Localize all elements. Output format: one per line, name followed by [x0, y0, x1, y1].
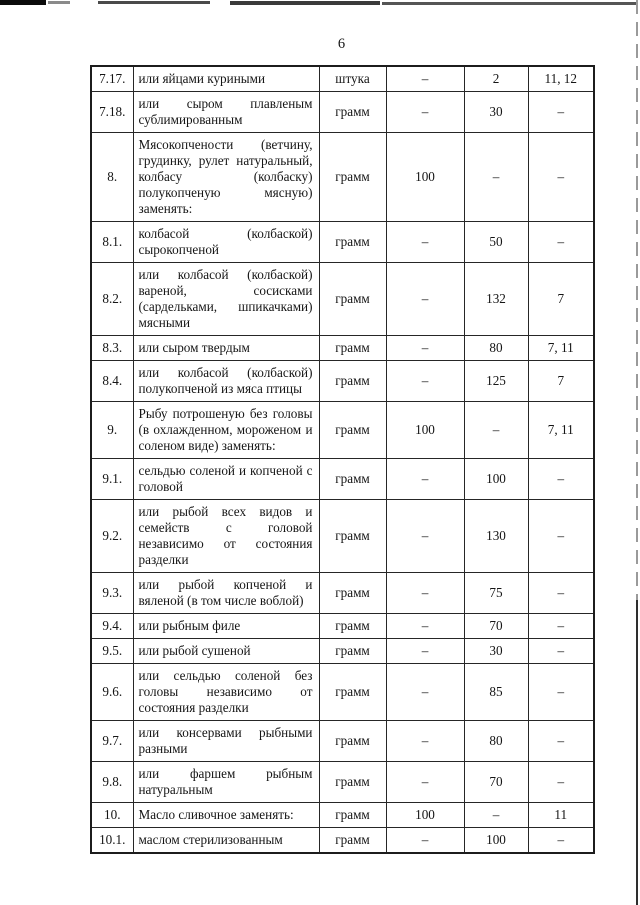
table-row — [91, 361, 594, 402]
unit-cell: штука — [319, 66, 386, 92]
row-number-cell: 9.3. — [91, 573, 133, 614]
replacement-value-cell: 2 — [464, 66, 528, 92]
row-number-cell: 8.4. — [91, 361, 133, 402]
row-number-cell: 8.1. — [91, 222, 133, 263]
description-cell: или рыбным филе — [133, 614, 319, 639]
description-cell: или колбасой (колбаской) вареной, сосисками (сардельками, шпикачками) мясными — [133, 263, 319, 336]
norm-value-cell: – — [386, 573, 464, 614]
replacement-value-cell: 70 — [464, 614, 528, 639]
table-row — [91, 263, 594, 336]
scan-artifact-top — [48, 1, 70, 4]
table-row — [91, 573, 594, 614]
row-number-cell: 10. — [91, 803, 133, 828]
norm-value-cell: 100 — [386, 803, 464, 828]
unit-cell: грамм — [319, 361, 386, 402]
notes-cell: 7 — [528, 263, 594, 336]
norm-value-cell: – — [386, 361, 464, 402]
norm-value-cell: – — [386, 762, 464, 803]
unit-cell: грамм — [319, 459, 386, 500]
replacement-value-cell: 30 — [464, 92, 528, 133]
row-number-cell: 9.4. — [91, 614, 133, 639]
unit-cell: грамм — [319, 828, 386, 854]
description-cell: Мясокопчености (ветчину, грудинку, рулет натуральный, колбасу (колбаску) полукопченую мясную) заменять: — [133, 133, 319, 222]
row-number-cell: 9.1. — [91, 459, 133, 500]
unit-cell: грамм — [319, 664, 386, 721]
replacement-value-cell: 85 — [464, 664, 528, 721]
unit-cell: грамм — [319, 133, 386, 222]
replacement-value-cell: – — [464, 402, 528, 459]
scan-artifact-top — [0, 0, 46, 5]
norm-value-cell: – — [386, 639, 464, 664]
notes-cell: 7, 11 — [528, 336, 594, 361]
table-row — [91, 614, 594, 639]
unit-cell: грамм — [319, 721, 386, 762]
description-cell: или рыбой сушеной — [133, 639, 319, 664]
norm-value-cell: – — [386, 500, 464, 573]
replacement-value-cell: – — [464, 803, 528, 828]
unit-cell: грамм — [319, 803, 386, 828]
scan-artifact-top — [98, 1, 210, 4]
replacement-value-cell: 75 — [464, 573, 528, 614]
norm-value-cell: – — [386, 614, 464, 639]
replacement-value-cell: 100 — [464, 459, 528, 500]
notes-cell: 11 — [528, 803, 594, 828]
replacement-value-cell: 132 — [464, 263, 528, 336]
unit-cell: грамм — [319, 263, 386, 336]
description-cell: или сельдью соленой без головы независимо от состояния разделки — [133, 664, 319, 721]
row-number-cell: 9.8. — [91, 762, 133, 803]
norm-value-cell: – — [386, 336, 464, 361]
notes-cell: – — [528, 614, 594, 639]
replacement-value-cell: 80 — [464, 721, 528, 762]
row-number-cell: 7.18. — [91, 92, 133, 133]
table-row — [91, 803, 594, 828]
norm-value-cell: – — [386, 263, 464, 336]
replacement-value-cell: 100 — [464, 828, 528, 854]
unit-cell: грамм — [319, 573, 386, 614]
notes-cell: – — [528, 639, 594, 664]
notes-cell: – — [528, 828, 594, 854]
notes-cell: – — [528, 762, 594, 803]
description-cell: колбасой (колбаской) сырокопченой — [133, 222, 319, 263]
table-row — [91, 133, 594, 222]
notes-cell: – — [528, 92, 594, 133]
replacement-value-cell: 50 — [464, 222, 528, 263]
description-cell: или яйцами куриными — [133, 66, 319, 92]
row-number-cell: 9.2. — [91, 500, 133, 573]
page-number: 6 — [337, 36, 346, 52]
row-number-cell: 7.17. — [91, 66, 133, 92]
table-row — [91, 66, 594, 92]
notes-cell: 7 — [528, 361, 594, 402]
notes-cell: – — [528, 573, 594, 614]
norm-value-cell: – — [386, 459, 464, 500]
unit-cell: грамм — [319, 762, 386, 803]
description-cell: или сыром плавленым сублимированным — [133, 92, 319, 133]
notes-cell: 11, 12 — [528, 66, 594, 92]
replacement-value-cell: 130 — [464, 500, 528, 573]
description-cell: маслом стерилизованным — [133, 828, 319, 854]
unit-cell: грамм — [319, 222, 386, 263]
description-cell: или фаршем рыбным натуральным — [133, 762, 319, 803]
unit-cell: грамм — [319, 336, 386, 361]
table-row — [91, 639, 594, 664]
replacement-value-cell: 125 — [464, 361, 528, 402]
table-row — [91, 500, 594, 573]
scan-artifact-right-edge — [636, 0, 638, 600]
row-number-cell: 9. — [91, 402, 133, 459]
table-row — [91, 222, 594, 263]
substitution-table — [90, 65, 595, 854]
norm-value-cell: – — [386, 664, 464, 721]
notes-cell: – — [528, 133, 594, 222]
scan-artifact-top — [382, 2, 638, 5]
table-row — [91, 762, 594, 803]
description-cell: или колбасой (колбаской) полукопченой из мяса птицы — [133, 361, 319, 402]
notes-cell: – — [528, 721, 594, 762]
notes-cell: 7, 11 — [528, 402, 594, 459]
table-row — [91, 828, 594, 854]
description-cell: или сыром твердым — [133, 336, 319, 361]
norm-value-cell: 100 — [386, 402, 464, 459]
norm-value-cell: – — [386, 721, 464, 762]
notes-cell: – — [528, 664, 594, 721]
row-number-cell: 8.3. — [91, 336, 133, 361]
table-row — [91, 459, 594, 500]
row-number-cell: 9.7. — [91, 721, 133, 762]
norm-value-cell: – — [386, 66, 464, 92]
table-row — [91, 92, 594, 133]
substitution-table-body — [91, 66, 594, 853]
norm-value-cell: – — [386, 222, 464, 263]
row-number-cell: 8.2. — [91, 263, 133, 336]
description-cell: сельдью соленой и копченой с головой — [133, 459, 319, 500]
row-number-cell: 10.1. — [91, 828, 133, 854]
row-number-cell: 8. — [91, 133, 133, 222]
replacement-value-cell: 30 — [464, 639, 528, 664]
table-row — [91, 402, 594, 459]
description-cell: или консервами рыбными разными — [133, 721, 319, 762]
notes-cell: – — [528, 222, 594, 263]
unit-cell: грамм — [319, 639, 386, 664]
norm-value-cell: – — [386, 828, 464, 854]
replacement-value-cell: 70 — [464, 762, 528, 803]
norm-value-cell: – — [386, 92, 464, 133]
replacement-value-cell: 80 — [464, 336, 528, 361]
description-cell: или рыбой всех видов и семейств с головой независимо от состояния разделки — [133, 500, 319, 573]
scan-artifact-top — [230, 1, 380, 5]
row-number-cell: 9.5. — [91, 639, 133, 664]
table-row — [91, 721, 594, 762]
norm-value-cell: 100 — [386, 133, 464, 222]
table-row — [91, 336, 594, 361]
unit-cell: грамм — [319, 500, 386, 573]
scan-artifact-right-edge — [636, 600, 638, 905]
notes-cell: – — [528, 500, 594, 573]
unit-cell: грамм — [319, 402, 386, 459]
unit-cell: грамм — [319, 614, 386, 639]
row-number-cell: 9.6. — [91, 664, 133, 721]
table-row — [91, 664, 594, 721]
description-cell: Рыбу потрошеную без головы (в охлажденном, мороженом и соленом виде) заменять: — [133, 402, 319, 459]
unit-cell: грамм — [319, 92, 386, 133]
description-cell: или рыбой копченой и вяленой (в том числе воблой) — [133, 573, 319, 614]
notes-cell: – — [528, 459, 594, 500]
description-cell: Масло сливочное заменять: — [133, 803, 319, 828]
replacement-value-cell: – — [464, 133, 528, 222]
